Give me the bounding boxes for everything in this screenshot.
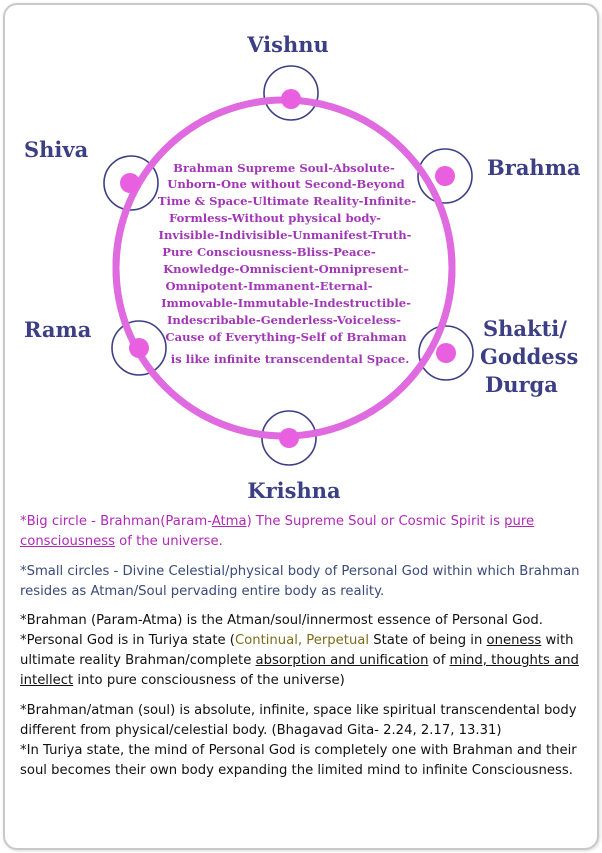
dot-krishna — [279, 428, 299, 448]
dot-shiva — [120, 173, 140, 193]
label-shakti-3: Durga — [485, 372, 558, 397]
note-text: *In Turiya state, the mind of Personal God is completely one with Brahman and their soul becomes their own body expanding the limited mind to infinite Consciousness. — [20, 743, 577, 778]
note-text: Continual, Perpetual — [234, 633, 370, 648]
note-text: *Brahman/atman (soul) is absolute, infinite, space like spiritual transcendental body different from physical/celestial body. (Bhagavad Gita- 2.24, 2.17, 13.31) — [20, 703, 577, 738]
note-text: pure consciousness — [20, 514, 535, 549]
label-rama: Rama — [24, 317, 92, 342]
dot-brahma — [435, 166, 455, 186]
center-line: Cause of Everything-Self of Brahman — [165, 330, 407, 344]
label-vishnu: Vishnu — [247, 32, 329, 57]
center-line: Pure Consciousness-Bliss-Peace- — [162, 245, 376, 259]
label-krishna: Krishna — [247, 478, 341, 503]
note-text: ) The Supreme Soul or Cosmic Spirit is — [246, 514, 505, 529]
note-text: of — [428, 653, 450, 668]
dot-rama — [129, 338, 149, 358]
note-atman — [20, 701, 590, 781]
center-line: Time & Space-Ultimate Reality-Infinite- — [157, 194, 417, 208]
note-text: *Personal God is in Turiya state ( — [20, 633, 235, 648]
note-text: mind, thoughts and intellect — [20, 653, 579, 688]
note-text: into pure consciousness of the universe) — [73, 673, 345, 688]
notes-block — [20, 512, 590, 781]
center-line: Indescribable-Genderless-Voiceless- — [166, 313, 402, 327]
center-line: Brahman Supreme Soul-Absolute- — [173, 161, 395, 175]
note-text: with ultimate reality Brahman/complete — [20, 633, 574, 668]
label-shakti-1: Shakti/ — [483, 316, 567, 341]
dot-vishnu — [281, 89, 301, 109]
center-line: Invisible-Indivisible-Unmanifest-Truth- — [158, 228, 412, 242]
note-text: *Brahman (Param-Atma) is the Atman/soul/innermost essence of Personal God. — [20, 613, 543, 628]
note-text: of the universe. — [114, 534, 223, 549]
note-big-circle — [20, 512, 590, 552]
note-text: *Big circle - Brahman(Param- — [20, 514, 212, 529]
note-turiya-state — [20, 611, 590, 691]
center-line: is like infinite transcendental Space. — [170, 352, 410, 366]
label-brahma: Brahma — [487, 155, 581, 180]
note-text: oneness — [486, 633, 542, 648]
label-shiva: Shiva — [24, 137, 89, 162]
dot-shakti — [436, 343, 456, 363]
center-line: Formless-Without physical body- — [169, 211, 381, 225]
center-text-block — [158, 161, 416, 366]
center-line: Omnipotent-Immanent-Eternal- — [165, 279, 373, 293]
label-shakti-2: Goddess — [480, 344, 579, 369]
note-text: State of being in — [369, 633, 487, 648]
note-text: absorption and unification — [255, 653, 429, 668]
center-line: Knowledge-Omniscient-Omnipresent– — [163, 262, 409, 276]
note-text: Atma — [211, 514, 247, 529]
center-line: Immovable-Immutable-Indestructible- — [161, 296, 411, 310]
note-small-circles: *Small circles - Divine Celestial/physical body of Personal God within which Brahman resides as Atman/Soul pervading entire body as reality. — [20, 564, 580, 599]
center-line: Unborn-One without Second-Beyond — [167, 177, 405, 191]
